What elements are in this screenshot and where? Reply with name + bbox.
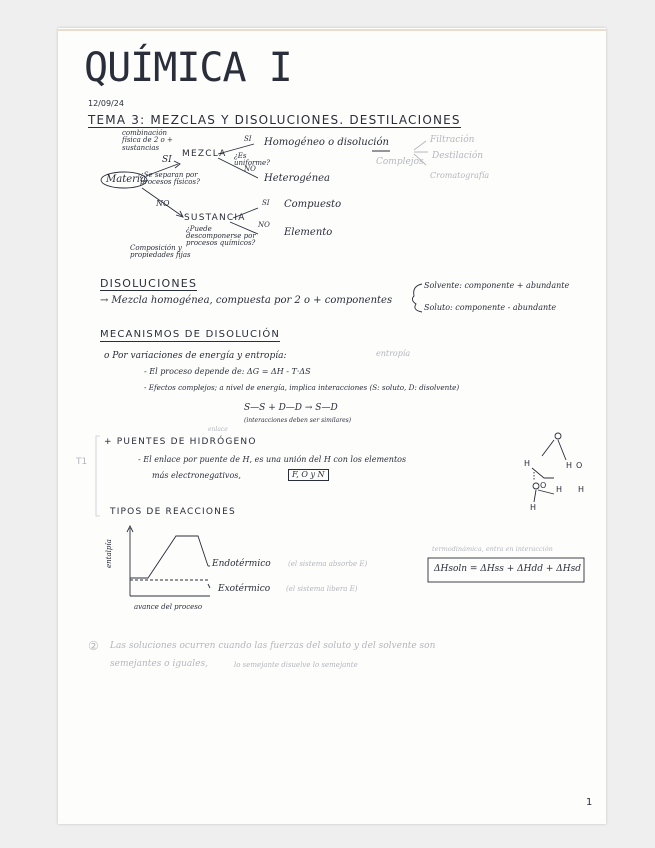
heterogenea-node: Heterogénea — [264, 173, 331, 184]
top-note: combinación física de 2 o + sustancias — [122, 129, 173, 152]
footnote-marker: ② — [88, 639, 99, 653]
mecanismos-line3: - Efectos complejos; a nivel de energía, implica interacciones (S: soluto, D: disolvente) — [144, 383, 460, 392]
molecule-atom: O — [576, 461, 583, 470]
molecule-atom: H — [556, 485, 563, 494]
method-filtracion: Filtración — [430, 135, 475, 145]
disolucion-equation: S—S + D—D → S—D — [244, 403, 338, 413]
entropia-note: entropía — [376, 349, 411, 358]
exo-note: (el sistema libera E) — [286, 585, 358, 593]
page-title: QUÍMICA I — [84, 45, 292, 91]
homogeneo-node: Homogéneo o disolución — [264, 137, 389, 148]
puentes-heading: + PUENTES DE HIDRÓGENO — [104, 437, 257, 447]
mecanismos-heading: MECANISMOS DE DISOLUCIÓN — [100, 329, 281, 340]
method-cromatografia: Cromatografía — [430, 171, 490, 180]
materia-node: Materia — [106, 174, 147, 185]
mezcla-node: MEZCLA — [182, 149, 227, 159]
solvente-line: Solvente: componente + abundante — [424, 281, 570, 290]
puentes-line2: más electronegativos, — [152, 471, 241, 480]
complejos-node: Complejos — [376, 157, 424, 167]
molecule-atom: H — [530, 503, 537, 512]
soluto-line: Soluto: componente - abundante — [424, 303, 557, 312]
molecule-atom: H — [578, 485, 585, 494]
molecule-atom: H — [524, 459, 531, 468]
margin-tag: T1 — [76, 457, 88, 467]
molecule-atom: O — [540, 481, 547, 490]
sustancia-node: SUSTANCIA — [184, 213, 246, 223]
equation-note: (interacciones deben ser similares) — [244, 417, 352, 424]
enthalpy-diagram — [58, 28, 606, 824]
footnote-line2: semejantes o iguales, — [110, 659, 208, 669]
enthalpy-formula: ΔHsoln = ΔHss + ΔHdd + ΔHsd — [434, 564, 582, 574]
q2-note: ¿Es uniforme? — [234, 152, 270, 167]
method-destilacion: Destilación — [432, 151, 484, 161]
page-date: 12/09/24 — [88, 99, 124, 108]
molecule-atom: H — [566, 461, 573, 470]
endo-label: Endotérmico — [212, 559, 271, 569]
no-label-1: NO — [156, 199, 170, 208]
q1-note: ¿Se separan por procesos físicos? — [140, 171, 200, 186]
endo-note: (el sistema absorbe E) — [288, 560, 368, 568]
si-label-2: SI — [244, 135, 252, 143]
compuesto-node: Compuesto — [284, 199, 342, 210]
no-label-3: NO — [258, 221, 270, 229]
puentes-line1: - El enlace por puente de H, es una unión del H con los elementos — [138, 455, 407, 464]
y-axis-label: entalpía — [105, 539, 113, 568]
box-note: termodinámica, entra en interacción — [432, 545, 553, 553]
mecanismos-line1: o Por variaciones de energía y entropía: — [104, 351, 287, 361]
puentes-note: enlace — [208, 426, 228, 433]
disoluciones-definition: → Mezcla homogénea, compuesta por 2 o + componentes — [100, 295, 393, 306]
elemento-node: Elemento — [284, 227, 333, 238]
tipos-heading: TIPOS DE REACCIONES — [110, 507, 236, 517]
x-axis-label: avance del proceso — [134, 603, 203, 611]
puentes-box: F, O y N — [288, 469, 329, 481]
footnote-line2-note: lo semejante disuelve lo semejante — [234, 661, 358, 669]
page-number: 1 — [586, 797, 593, 808]
topic-title: TEMA 3: MEZCLAS Y DISOLUCIONES. DESTILACIONES — [88, 113, 461, 127]
si-label-3: SI — [262, 199, 270, 207]
q3-note: ¿Puede descomponerse por procesos químicos? — [186, 225, 256, 247]
no-label-2: NO — [244, 165, 256, 173]
mecanismos-line2: - El proceso depende de: ΔG = ΔH - T·ΔS — [144, 367, 311, 376]
exo-label: Exotérmico — [218, 584, 271, 594]
disoluciones-heading: DISOLUCIONES — [100, 277, 198, 290]
si-label-1: SI — [162, 155, 172, 165]
notebook-page — [58, 28, 606, 824]
footnote-line1: Las soluciones ocurren cuando las fuerzas del soluto y del solvente son — [110, 641, 436, 651]
bottom-note: Composición y propiedades fijas — [130, 244, 191, 259]
